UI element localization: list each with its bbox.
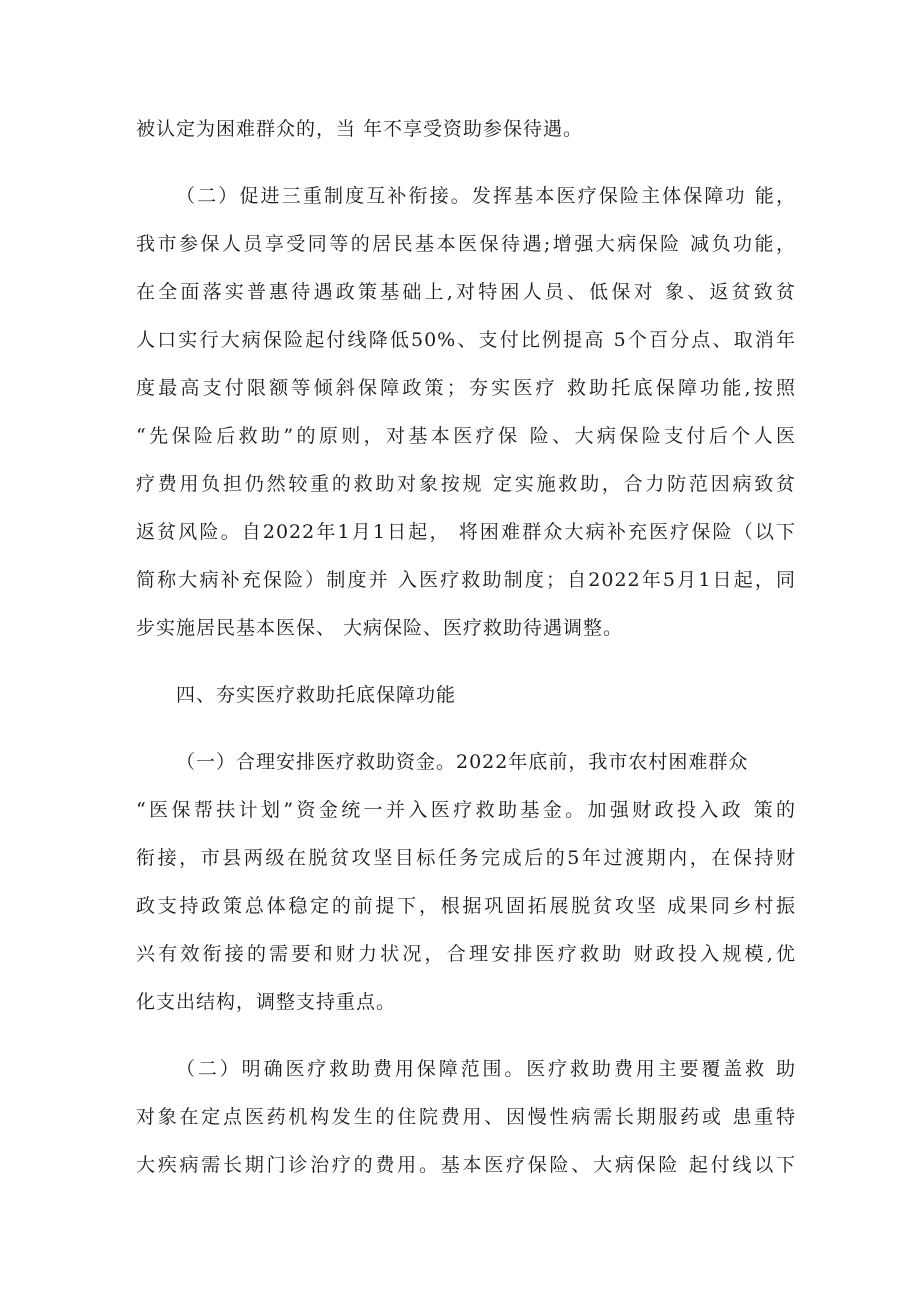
paragraph-heading-line: （一）合理安排医疗救助资金。2022年底前，我市农村困难群众	[176, 751, 749, 773]
text-line: 兴有效衔接的需要和财力状况，合理安排医疗救助 财政投入规模,优	[136, 943, 796, 965]
paragraph-heading-line: （二）明确医疗救助费用保障范围。医疗救助费用主要覆盖救 助	[176, 1058, 796, 1080]
text-line: 政支持政策总体稳定的前提下，根据巩固拓展脱贫攻坚 成果同乡村振	[136, 895, 796, 917]
paragraph-heading-line: （二）促进三重制度互补衔接。发挥基本医疗保险主体保障功 能，	[176, 185, 796, 207]
text-line: 人口实行大病保险起付线降低50%、支付比例提高 5个百分点、取消年	[136, 329, 796, 351]
text-line: 在全面落实普惠待遇政策基础上,对特困人员、低保对 象、返贫致贫	[136, 281, 796, 303]
text-line: 简称大病补充保险）制度并 入医疗救助制度；自2022年5月1日起，同	[136, 569, 796, 591]
text-line: 被认定为困难群众的，当 年不享受资助参保待遇。	[136, 118, 584, 140]
text-line: 衔接，市县两级在脱贫攻坚目标任务完成后的5年过渡期内，在保持财	[136, 847, 796, 869]
text-line: 大疾病需长期门诊治疗的费用。基本医疗保险、大病保险 起付线以下	[136, 1154, 796, 1176]
text-line: 返贫风险。自2022年1月1日起， 将困难群众大病补充医疗保险（以下	[136, 521, 796, 543]
text-line: 疗费用负担仍然较重的救助对象按规 定实施救助，合力防范因病致贫	[136, 473, 796, 495]
section-heading: 四、夯实医疗救助托底保障功能	[176, 684, 457, 706]
text-line: 化支出结构，调整支持重点。	[136, 991, 397, 1013]
text-line: “医保帮扶计划”资金统一并入医疗救助基金。加强财政投入政 策的	[136, 799, 796, 821]
text-line: 步实施居民基本医保、 大病保险、医疗救助待遇调整。	[136, 617, 624, 639]
text-line: 对象在定点医药机构发生的住院费用、因慢性病需长期服药或 患重特	[136, 1106, 796, 1128]
text-line: “先保险后救助”的原则，对基本医疗保 险、大病保险支付后个人医	[136, 425, 796, 447]
text-line: 度最高支付限额等倾斜保障政策；夯实医疗 救助托底保障功能,按照	[136, 377, 796, 399]
text-line: 我市参保人员享受同等的居民基本医保待遇;增强大病保险 减负功能，	[136, 233, 796, 255]
